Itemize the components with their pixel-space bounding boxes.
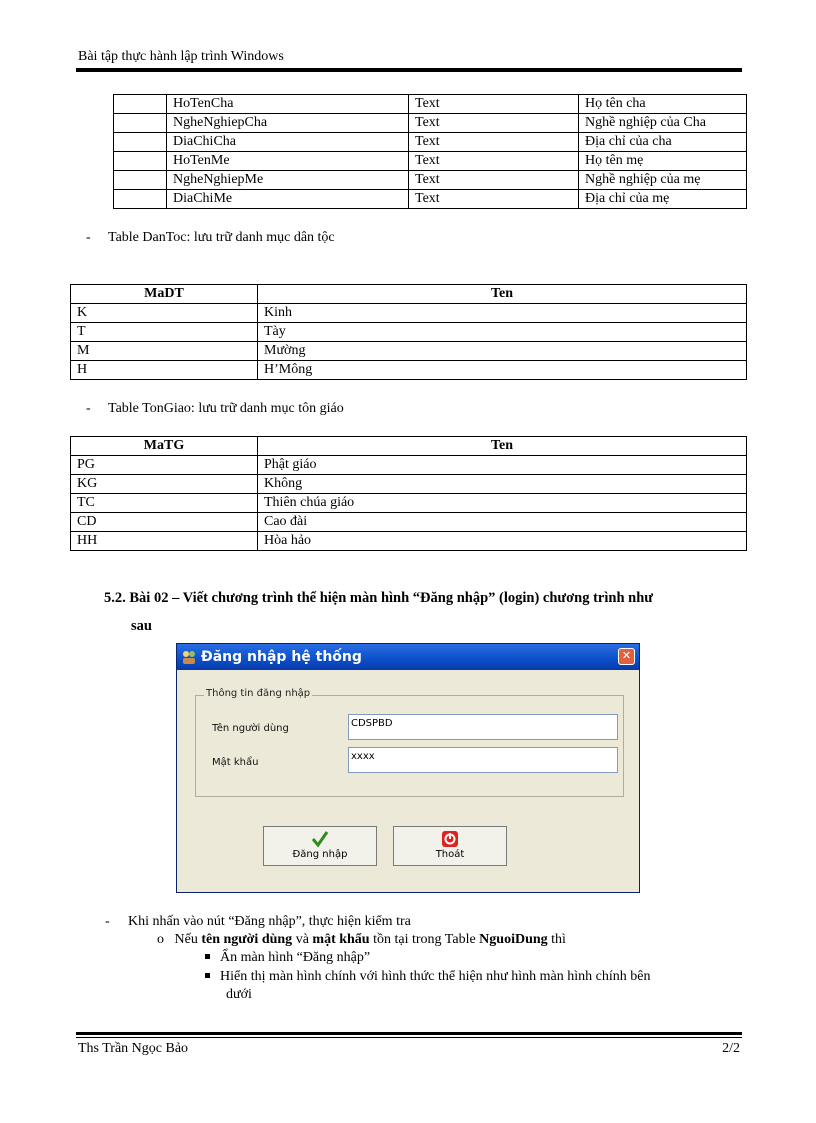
footer-author: Ths Trần Ngọc Bảo [78,1041,189,1056]
table-cell: TC [71,494,258,513]
table-cell: H’Mông [258,361,747,380]
table-row [114,190,747,209]
table-cell [114,171,167,190]
checkmark-icon [310,829,330,849]
password-input[interactable]: xxxx [348,747,618,773]
table-row [71,532,747,551]
table-cell: Họ tên cha [579,95,747,114]
table-cell: DiaChiCha [167,133,409,152]
table-row [71,513,747,532]
table-row [114,171,747,190]
note-item2-text: Hiển thị màn hình chính với hình thức thể hiện như hình màn hình chính bên [220,969,651,984]
dialog-title: Đăng nhập hệ thống [201,649,362,665]
table-cell: DiaChiMe [167,190,409,209]
table-cell: HH [71,532,258,551]
table-cell: Địa chỉ của cha [579,133,747,152]
table-cell: Họ tên mẹ [579,152,747,171]
footer-rule [76,1037,742,1038]
dantoc-caption-text: Table DanToc: lưu trữ danh mục dân tộc [108,230,335,245]
table-cell: Text [409,95,579,114]
table-cell [114,133,167,152]
table-cell: H [71,361,258,380]
table-cell: NgheNghiepMe [167,171,409,190]
table-cell: Phật giáo [258,456,747,475]
square-bullet [205,973,210,978]
password-label: Mật khẩu [212,757,259,768]
table-cell: HoTenCha [167,95,409,114]
cond-text: thì [547,932,566,947]
section-heading-line2: sau [131,618,152,634]
exit-icon [440,829,460,849]
username-label: Tên người dùng [212,723,289,734]
table-cell: Địa chỉ của mẹ [579,190,747,209]
table-cell: Không [258,475,747,494]
section-heading-line1: 5.2. Bài 02 – Viết chương trình thể hiện màn hình “Đăng nhập” (login) chương trình như [104,590,653,606]
footer-rule [76,1032,742,1035]
table-cell: Tày [258,323,747,342]
cond-text: Nếu [174,932,202,947]
login-info-group [195,688,624,797]
o-marker: o [157,932,164,947]
table-cell: NgheNghiepCha [167,114,409,133]
cond-text: NguoiDung [479,932,548,947]
note-condition [157,932,566,948]
note-item2 [205,968,740,1004]
table-cell: PG [71,456,258,475]
table-row [71,494,747,513]
header-rule [76,68,742,72]
cond-text: mật khẩu [312,932,370,947]
table-cell: HoTenMe [167,152,409,171]
table-row [71,323,747,342]
table-row [71,342,747,361]
dash-marker: - [105,914,110,929]
table-cell: Mường [258,342,747,361]
login-dialog-screenshot [176,643,640,893]
cond-text: tồn tại trong Table [369,932,480,947]
table-cell [114,95,167,114]
table-row [71,456,747,475]
page-header-title: Bài tập thực hành lập trình Windows [78,49,284,64]
note-item1-text: Ẩn màn hình “Đăng nhập” [220,950,371,965]
table-cell: Text [409,152,579,171]
column-header: MaTG [71,437,258,456]
dash-marker: - [86,401,91,416]
table-row [114,152,747,171]
note-item2-text: dưới [226,987,252,1002]
note-line1: Khi nhấn vào nút “Đăng nhập”, thực hiện kiểm tra [128,914,411,929]
fields-table [113,94,747,209]
close-icon[interactable]: ✕ [618,648,635,665]
table-cell [114,114,167,133]
table-row [114,95,747,114]
table-cell: K [71,304,258,323]
table-cell: CD [71,513,258,532]
column-header: Ten [258,285,747,304]
table-cell: Hòa hảo [258,532,747,551]
cond-text: tên người dùng [201,932,293,947]
table-cell: Text [409,171,579,190]
section-heading [104,584,744,640]
column-header: MaDT [71,285,258,304]
table-row [71,361,747,380]
table-row [71,475,747,494]
login-button-label: Đăng nhập [292,849,348,860]
table-cell [114,190,167,209]
group-label: Thông tin đăng nhập [206,688,311,699]
table-cell: T [71,323,258,342]
username-input[interactable]: CDSPBD [348,714,618,740]
cond-text: và [292,932,313,947]
table-cell: KG [71,475,258,494]
table-cell: Kinh [258,304,747,323]
dantoc-table [70,284,747,380]
table-cell: Cao đài [258,513,747,532]
square-bullet [205,954,210,959]
exit-button[interactable] [393,826,507,866]
table-cell: Nghề nghiệp của mẹ [579,171,747,190]
dialog-titlebar [177,644,639,670]
table-cell: Thiên chúa giáo [258,494,747,513]
table-row [71,304,747,323]
column-header: Ten [258,437,747,456]
table-cell: Text [409,190,579,209]
app-icon [181,649,197,665]
dash-marker: - [86,230,91,245]
login-button[interactable] [263,826,377,866]
footer-page-number: 2/2 [722,1041,740,1056]
table-cell: Text [409,114,579,133]
table-row [114,114,747,133]
table-cell: M [71,342,258,361]
exit-button-label: Thoát [435,849,465,860]
table-row [114,133,747,152]
table-cell: Nghề nghiệp của Cha [579,114,747,133]
tongiao-caption-text: Table TonGiao: lưu trữ danh mục tôn giáo [108,401,344,416]
tongiao-table [70,436,747,551]
table-cell: Text [409,133,579,152]
note-item1 [205,950,370,966]
table-cell [114,152,167,171]
